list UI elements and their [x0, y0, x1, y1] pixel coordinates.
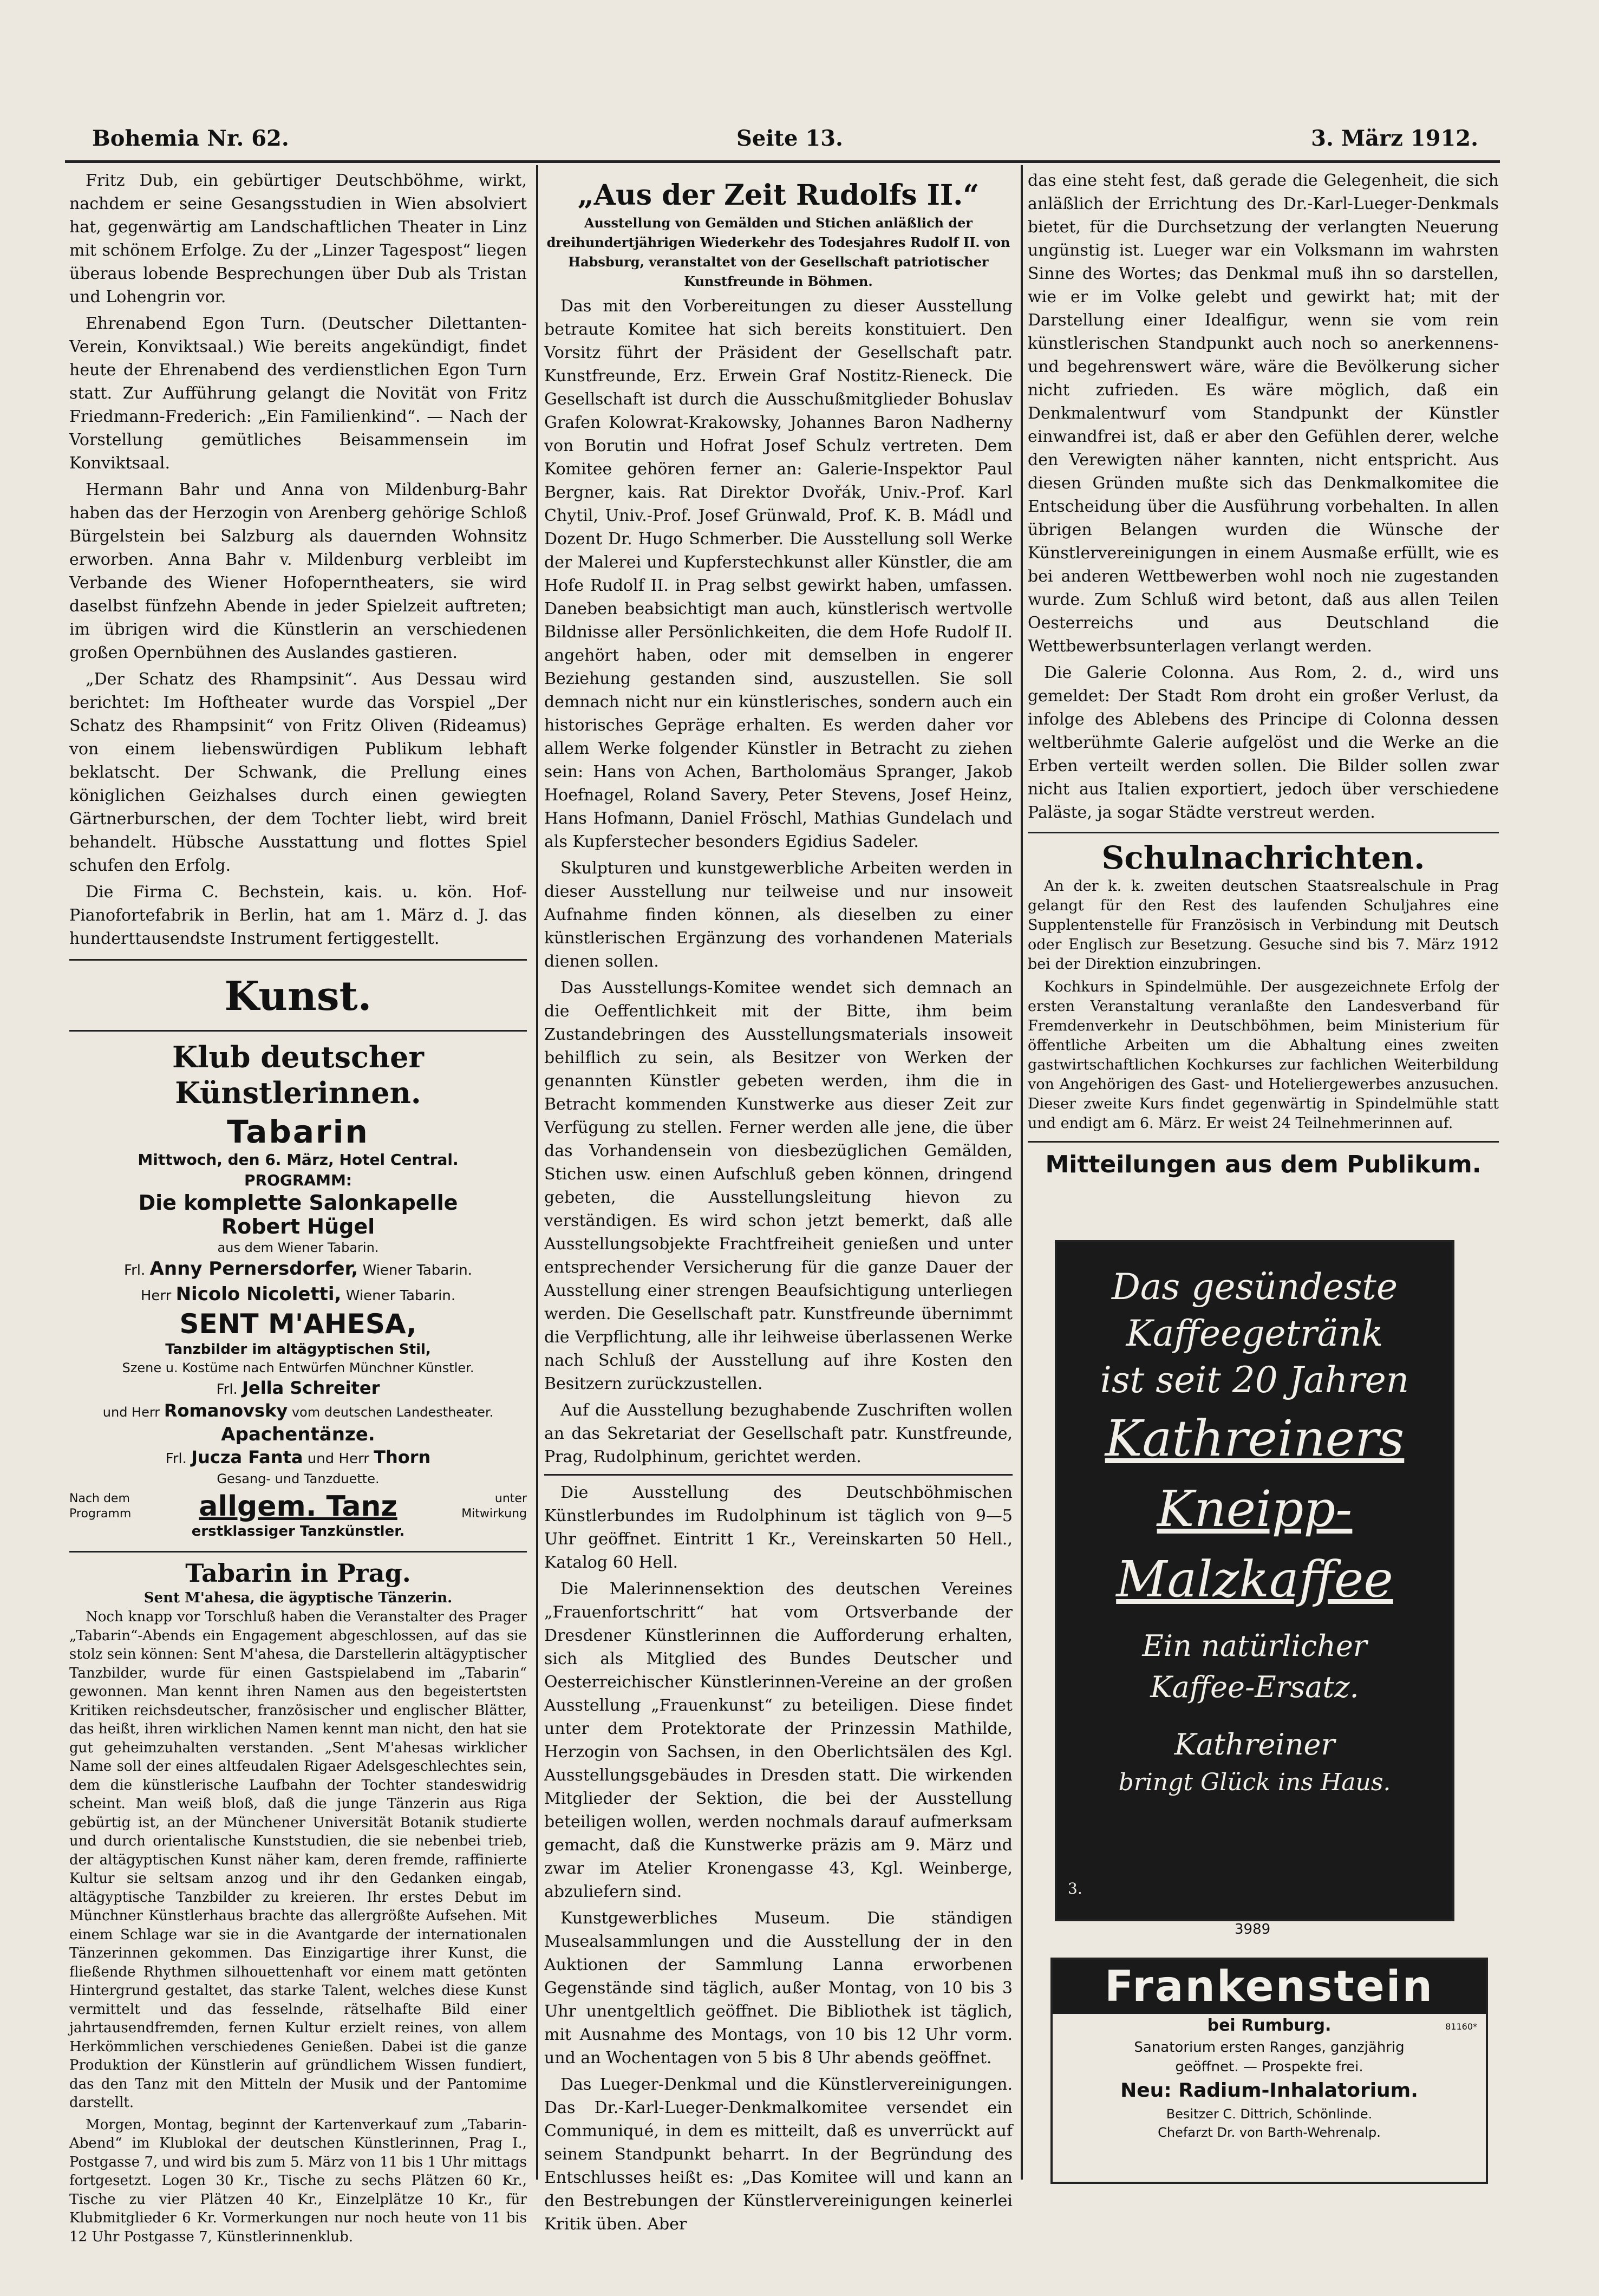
frankenstein-location — [1053, 2014, 1486, 2038]
ad-headliner: SENT M'AHESA, — [179, 1308, 417, 1340]
rule — [544, 1474, 1013, 1476]
ad-text: Wiener Tabarin. — [345, 1288, 456, 1304]
ad-line: Die komplette Salonkapelle — [138, 1191, 458, 1215]
rudolf-subtitle: Ausstellung von Gemälden und Stichen anläßlich der dreihundertjährigen Wiederkehr des Todesjahres Rudolf II. von Habsburg, veranstaltet von der Gesellschaft patriotischer Kunstfreunde in Böhmen. — [546, 215, 1010, 289]
article-colonna: Die Galerie Colonna. Aus Rom, 2. d., wird uns gemeldet: Der Stadt Rom droht ein großer Verlust, da infolge des Ablebens des Principe di Colonna dessen weltberühmte Galerie aufgelöst und die Werke an die Erben verteilt werden sollen. Die Bilder sollen zwar nicht aus Italien exportiert, jedoch über verschiedene Paläste, ja sogar Städte verstreut werden. — [1028, 663, 1499, 822]
frankenstein-line: geöffnet. — Prospekte frei. — [1175, 2059, 1363, 2075]
frankenstein-name: Frankenstein — [1053, 1960, 1486, 2014]
schulnachrichten-title: Schulnachrichten. — [1101, 839, 1425, 876]
rule — [1028, 1141, 1499, 1143]
ad-line: Gesang- und Tanzduette. — [217, 1471, 380, 1486]
kathreiner-line: Kaffee-Ersatz. — [1150, 1670, 1359, 1704]
ad-text: Nach dem Programm — [69, 1492, 132, 1521]
ad-line: Robert Hügel — [221, 1215, 375, 1238]
kathreiner-line: bringt Glück ins Haus. — [1118, 1769, 1391, 1796]
header-rule — [65, 160, 1500, 163]
article-turn: Ehrenabend Egon Turn. (Deutscher Dilettanten-Verein, Konviktsaal.) Wie bereits angekündigt, findet heute der Ehrenabend des verdienstlichen Egon Turn statt. Zur Aufführung gelangt die Novität von Fritz Friedmann-Frederich: „Ein Familienkind“. — Nach der Vorstellung gemütliches Beisammensein im Konviktsaal. — [69, 314, 527, 473]
kathreiner-index: 3. — [1068, 1880, 1082, 1897]
ad-line — [69, 1400, 527, 1423]
note-malerinnen: Die Malerinnensektion des deutschen Vereines „Frauenfortschritt“ hat vom Ortsverbande der Dresdener Künstlerinnen die Aufforderung erhalten, sich als Mitglied des Bundes Deutscher und Oesterreichischer Künstlerinnen-Vereine an der großen Ausstellung „Frauenkunst“ zu beteiligen. Diese findet unter dem Protektorate der Prinzessin Mathilde, Herzogin von Sachsen, in den Oberlichtsälen des Kgl. Ausstellungsgebäudes in Dresden statt. Die wirkenden Mitglieder der Sektion, die bei der Ausstellung beteiligen wollen, werden nochmals darauf aufmerksam gemacht, daß die Kunstwerke präzis am 9. März und zwar im Atelier Kronengasse 43, Kgl. Weinberge, abzuliefern sind. — [544, 1580, 1013, 1901]
rudolf-title: „Aus der Zeit Rudolfs II.“ — [577, 179, 980, 212]
column-2 — [544, 169, 1013, 2239]
ad-number: 3989 — [1235, 1921, 1271, 1938]
ad-programm: PROGRAMM: — [244, 1171, 353, 1189]
kathreiner-line: Das gesündeste — [1111, 1266, 1398, 1308]
note-museum: Kunstgewerbliches Museum. Die ständigen Musealsammlungen und die Ausstellung der in den Auktionen der Sammlung Lanna erworbenen Gegenstände sind täglich, außer Montag, von 10 bis 3 Uhr unentgeltlich geöffnet. Die Bibliothek ist täglich, mit Ausnahme des Montags, von 10 bis 12 Uhr vorm. und an Wochentagen von 5 bis 8 Uhr abends geöffnet. — [544, 1909, 1013, 2067]
column-rule-1 — [536, 165, 538, 2180]
frankenstein-line: Chefarzt Dr. von Barth-Wehrenalp. — [1158, 2125, 1381, 2140]
ad-performer: Thorn — [374, 1447, 431, 1467]
ad-text: und Herr — [102, 1405, 160, 1420]
page-header — [92, 126, 1478, 158]
klub-title: Klub deutscher Künstlerinnen. — [172, 1040, 424, 1110]
article-bahr: Hermann Bahr und Anna von Mildenburg-Bahr haben das der Herzogin von Arenberg gehörige Schloß Bürgelstein bei Salzburg als dauernden Wohnsitz erworben. Anna Bahr v. Mildenburg verbleibt im Verbande des Wiener Hofoperntheaters, sie wird daselbst fünfzehn Abende in jeder Spielzeit auftreten; im übrigen wird die Künstlerin an verschiedenen großen Opernbühnen des Auslandes gastieren. — [69, 480, 527, 662]
article-dub: Fritz Dub, ein gebürtiger Deutschböhme, wirkt, nachdem er seine Gesangsstudien in Wien absolviert hat, gegenwärtig am Landschaftlichen Theater in Linz mit schönem Erfolge. Zu der „Linzer Tagespost“ liegen überaus lobende Besprechungen über Dub als Tristan und Lohengrin vor. — [69, 171, 527, 306]
frankenstein-line: Besitzer C. Dittrich, Schönlinde. — [1166, 2106, 1373, 2122]
kathreiner-line: Kaffeegetränk — [1126, 1313, 1383, 1354]
schul-note-1: An der k. k. zweiten deutschen Staatsrealschule in Prag gelangt für den Rest des laufenden Schuljahres eine Supplentenstelle für Französisch in Verbindung mit Deutsch oder Englisch zur Besetzung. Gesuche sind bis 7. März 1912 bei der Direktion einzubringen. — [1028, 878, 1499, 973]
frankenstein-code: 81160* — [1445, 2021, 1477, 2032]
article-rhampsinit: „Der Schatz des Rhampsinit“. Aus Dessau wird berichtet: Im Hoftheater wurde das Vorspiel „Der Schatz des Rhampsinit“ von Fritz Oliven (Rideamus) von einem liebenswürdigen Publikum lebhaft beklatscht. Der Schwank, die Prellung eines königlichen Geizhalses durch einen gewiegten Gärtnerburschen, der dem Tochter liebt, wird breit behandelt. Hübsche Ausstattung und flottes Spiel schufen den Erfolg. — [69, 670, 527, 875]
ad-text: Herr — [140, 1288, 172, 1304]
ad-line: Szene u. Kostüme nach Entwürfen Münchner Künstler. — [122, 1360, 474, 1375]
paper-name: Bohemia Nr. 62. — [92, 126, 289, 151]
frankenstein-bei: bei Rumburg. — [1207, 2016, 1332, 2035]
ad-performer: Anny Pernersdorfer, — [149, 1258, 358, 1280]
ad-line — [69, 1446, 527, 1470]
kathreiner-ad — [1055, 1240, 1454, 1921]
ad-performer: Jucza Fanta — [191, 1447, 303, 1467]
ad-text: Frl. — [165, 1451, 187, 1467]
ad-when: Mittwoch, den 6. März, Hotel Central. — [138, 1151, 459, 1169]
rudolf-text-4: Auf die Ausstellung bezughabende Zuschriften wollen an das Sekretariat der Gesellschaft patr. Kunstfreunde, Prag, Rudolphinum, gerichtet werden. — [544, 1401, 1013, 1466]
ad-text: Frl. — [216, 1381, 238, 1398]
schul-note-2: Kochkurs in Spindelmühle. Der ausgezeichnete Erfolg der ersten Veranstaltung veranlaßte den Landesverband für Fremdenverkehr in Deutschböhmen, beim Ministerium für öffentliche Arbeiten um die Abhaltung eines zweiten gastwirtschaftlichen Kochkurses zur fachlichen Weiterbildung von Angehörigen des Gast- und Hoteliergewerbes anzusuchen. Dieser zweite Kurs findet gegenwärtig in Spindelmühle statt und endigt am 6. März. Er weist 24 Teilnehmerinnen auf. — [1028, 979, 1499, 1132]
ad-text: Frl. — [124, 1262, 146, 1279]
ad-line: Tanzbilder im altägyptischen Stil, — [165, 1341, 431, 1358]
tabarin-prag-subtitle: Sent M'ahesa, die ägyptische Tänzerin. — [143, 1590, 453, 1606]
frankenstein-ad — [1050, 1958, 1488, 2184]
kathreiner-line: Kathreiner — [1174, 1727, 1335, 1762]
kathreiner-line: ist seit 20 Jahren — [1100, 1359, 1409, 1401]
rudolf-text-1: Das mit den Vorbereitungen zu dieser Ausstellung betraute Komitee hat sich bereits konstituiert. Den Vorsitz führt der Präsident der Gesellschaft patr. Kunstfreunde, Erz. Erwein Graf Nostitz-Rieneck. Die Gesellschaft ist durch die Ausschußmitglieder Bohuslav Grafen Kolowrat-Krakowsky, Johannes Baron Nadherny von Borutin und Hofrat Josef Schulz vertreten. Dem Komitee gehören ferner an: Galerie-Inspektor Paul Bergner, kais. Rat Direktor Dvořák, Univ.-Prof. Karl Chytil, Univ.-Prof. Josef Grünwald, Prof. K. B. Mádl und Dozent Dr. Hugo Schmerber. Die Ausstellung soll Werke der Malerei und Kupferstechkunst aller Künstler, die am Hofe Rudolf II. in Prag selbst gewirkt haben, umfassen. Daneben beabsichtigt man auch, künstlerisch wertvolle Bildnisse aller Persönlichkeiten, die dem Hofe Rudolf II. angehört haben, oder mit demselben in engerer Beziehung gestanden sind, auszustellen. Sie soll demnach nicht nur ein künstlerisches, sondern auch ein historisches Gepräge erhalten. Es werden daher vor allem Werke folgender Künstler in Betracht zu ziehen sein: Hans von Achen, Bartholomäus Spranger, Jakob Hoefnagel, Roland Savery, Peter Stevens, Josef Heinz, Hans Hofmann, Daniel Fröschl, Mathias Gundelach und als Kupferstecher besonders Egidius Sadeler. — [544, 297, 1013, 851]
kathreiner-brand: Kathreiners — [1105, 1410, 1405, 1467]
note-kuenstlerbund: Die Ausstellung des Deutschböhmischen Künstlerbundes im Rudolphinum ist täglich von 9—5 Uhr geöffnet. Eintritt 1 Kr., Vereinskarten 50 Hell., Katalog 60 Hell. — [544, 1483, 1013, 1572]
ad-text: und Herr — [307, 1451, 369, 1467]
ad-line: aus dem Wiener Tabarin. — [217, 1240, 379, 1255]
section-kunst-title: Kunst. — [224, 973, 372, 1020]
ad-performer: Nicolo Nicoletti, — [175, 1283, 342, 1305]
column-1 — [69, 169, 527, 2249]
note-lueger: Das Lueger-Denkmal und die Künstlervereinigungen. Das Dr.-Karl-Lueger-Denkmalkomitee versendet ein Communiqué, in dem es mitteilt, daß es unverrückt auf seinem Standpunkt beharrt. In der Begründung des Entschlusses heißt es: „Das Komitee will und kann an den Bestrebungen der Künstlervereinigungen keinerlei Kritik üben. Aber — [544, 2075, 1013, 2234]
ad-line — [69, 1282, 527, 1308]
kathreiner-brand: Malzkaffee — [1116, 1550, 1393, 1608]
column-rule-2 — [1021, 165, 1023, 2180]
rule — [1028, 832, 1499, 833]
frankenstein-line: Neu: Radium-Inhalatorium. — [1120, 2079, 1418, 2102]
ad-text: Wiener Tabarin. — [362, 1262, 472, 1279]
kathreiner-line: Ein natürlicher — [1142, 1629, 1367, 1663]
rudolf-text-2: Skulpturen und kunstgewerbliche Arbeiten werden in dieser Ausstellung nur teilweise und nur insoweit Aufnahme finden können, als dieselben zu einer künstlerischen Ergänzung des vorhandenen Materials dienen sollen. — [544, 859, 1013, 971]
issue-date: 3. März 1912. — [1311, 126, 1478, 151]
rule — [69, 1551, 527, 1553]
page-number: Seite 13. — [736, 126, 843, 151]
tabarin-ad — [69, 1114, 527, 1541]
column-3 — [1028, 169, 1499, 1182]
ad-performer: Jella Schreiter — [242, 1378, 380, 1398]
tabarin-prag-title: Tabarin in Prag. — [185, 1558, 411, 1588]
rule — [69, 1030, 527, 1032]
ad-line — [69, 1257, 527, 1282]
ad-title: Tabarin — [227, 1113, 369, 1150]
ad-line: erstklassiger Tanzkünstler. — [191, 1523, 405, 1540]
rudolf-text-3: Das Ausstellungs-Komitee wendet sich demnach an die Oeffentlichkeit mit der Bitte, ihm beim Zustandebringen des Ausstellungsmaterials insoweit behilflich zu sein, als Besitzer von Werken der genannten Künstler gebeten werden, ihm die in Betracht kommenden Kunstwerke aus dieser Zeit zur Verfügung zu stellen. Ferner werden alle jene, die über das Vorhandensein von diesbezüglichen Gemälden, Stichen usw. einen Aufschluß geben können, dringend gebeten, die Ausstellungsleitung hievon zu verständigen. Es wird schon jetzt bemerkt, daß alle Ausstellungsobjekte Frachtfreiheit genießen und unter entsprechender Versicherung für die ganze Dauer der Ausstellung einer strengen Beaufsichtigung unterliegen werden. Die Gesellschaft patr. Kunstfreunde übernimmt die Verpflichtung, alle ihr leihweise überlassenen Werke nach Schluß der Ausstellung auf ihre Kosten den Besitzern zurückzustellen. — [544, 979, 1013, 1393]
frankenstein-line: Sanatorium ersten Ranges, ganzjährig — [1134, 2039, 1405, 2056]
article-bechstein: Die Firma C. Bechstein, kais. u. kön. Hof-Pianofortefabrik in Berlin, hat am 1. März d. J. das hunderttausendste Instrument fertiggestellt. — [69, 883, 527, 948]
lueger-continued: das eine steht fest, daß gerade die Gelegenheit, die sich anläßlich der Errichtung des Dr.-Karl-Lueger-Denkmals bietet, für die Durchsetzung der verlangten Neuerung ungünstig ist. Lueger war ein Volksmann im wahrsten Sinne des Wortes; das Denkmal muß ihn so darstellen, wie er im Volke gelebt und gewirkt hat; mit der Darstellung einer Idealfigur, wenn sie vom rein künstlerischen Standpunkt auch noch so anerkennens- und begehrenswert wäre, wäre die Bevölkerung sicher nicht zufrieden. Es wäre möglich, daß ein Denkmalentwurf vom Standpunkt der Künstler einwandfrei ist, daß er aber den Gefühlen derer, welche den Verewigten näher kannten, nicht entspricht. Aus diesen Gründen mußte sich das Denkmalkomitee die Entscheidung über die Ausführung vorbehalten. In allen übrigen Belangen wurden die Wünsche der Künstlervereinigungen in einem Ausmaße erfüllt, wie es bei anderen Wettbewerben wohl noch nie zugestanden wurde. Zum Schluß wird betont, daß aus allen Teilen Oesterreichs und aus Deutschland die Wettbewerbsunterlagen verlangt werden. — [1028, 171, 1499, 656]
kathreiner-brand: Kneipp- — [1157, 1480, 1353, 1538]
ad-line: Apachentänze. — [221, 1424, 375, 1445]
ad-line — [69, 1491, 527, 1522]
ad-text: unter Mitwirkung — [461, 1492, 527, 1521]
tabarin-prag-text: Noch knapp vor Torschluß haben die Veranstalter des Prager „Tabarin“-Abends ein Engagement abgeschlossen, auf das sie stolz sein können: Sent M'ahesa, die Darstellerin altägyptischer Tanzbilder, wurde für einen Gastspielabend im „Tabarin“ gewonnen. Man kennt ihren Namen aus den begeistertsten Kritiken reichsdeutscher, französischer und englischer Blätter, das heißt, ihren wirklichen Namen kennt man nicht, den hat sie gut geheimzuhalten verstanden. „Sent M'ahesas wirklicher Name soll der eines altfeudalen Rigaer Adelsgeschlechtes sein, dem die künstlerische Laufbahn der Tochter standeswidrig scheint. Man weiß bloß, daß die junge Tänzerin aus Riga gebürtig ist, an der Münchener Universität Botanik studierte und durch orientalische Kunststudien, die sie nebenbei trieb, der altägyptischen Kunst näher kam, deren fremde, raffinierte Kultur sie seltsam anzog und ihr den Gedanken eingab, altägyptische Tanzbilder zu kreieren. Ihr erstes Debut im Münchner Künstlerhaus brachte das allergrößte Aufsehen. Mit einem Schlage war sie in die Avantgarde der internationalen Tänzerinnen gekommen. Das Einzigartige ihrer Kunst, die fließende Rhythmen silhouettenhaft vor einem matt getönten Hintergrund gestaltet, das starke Talent, welches diese Kunst vermittelt und das fesselnde, rätselhafte Bild einer jahrtausendfremden, fernen Kultur erzielt reines, von allem Herkömmlichen verschiedenes Genießen. Dabei ist die ganze Produktion der Künstlerin auf gründlichem Wissen fundiert, das den Tanz mit den Mitteln der Musik und der Pantomime darstellt. — [69, 1609, 527, 2111]
ad-text: vom deutschen Landestheater. — [291, 1405, 494, 1420]
tabarin-prag-tickets: Morgen, Montag, beginnt der Kartenverkauf zum „Tabarin-Abend“ im Klublokal der deutschen Künstlerinnen, Prag I., Postgasse 7, und wird bis zum 5. März von 11 bis 1 Uhr mittags fortgesetzt. Logen 30 Kr., Tische zu sechs Plätzen 60 Kr., Tische zu vier Plätzen 40 Kr., Einzelplätze 10 Kr., für Klubmitglieder 6 Kr. Vormerkungen nur noch heute von 11 bis 12 Uhr Postgasse 7, Künstlerinnenklub. — [69, 2116, 527, 2245]
ad-line — [69, 1377, 527, 1400]
ad-dance: allgem. Tanz — [199, 1490, 397, 1523]
rule — [69, 959, 527, 961]
ad-performer: Romanovsky — [164, 1400, 288, 1421]
mitteilungen-title: Mitteilungen aus dem Publikum. — [1045, 1151, 1481, 1178]
